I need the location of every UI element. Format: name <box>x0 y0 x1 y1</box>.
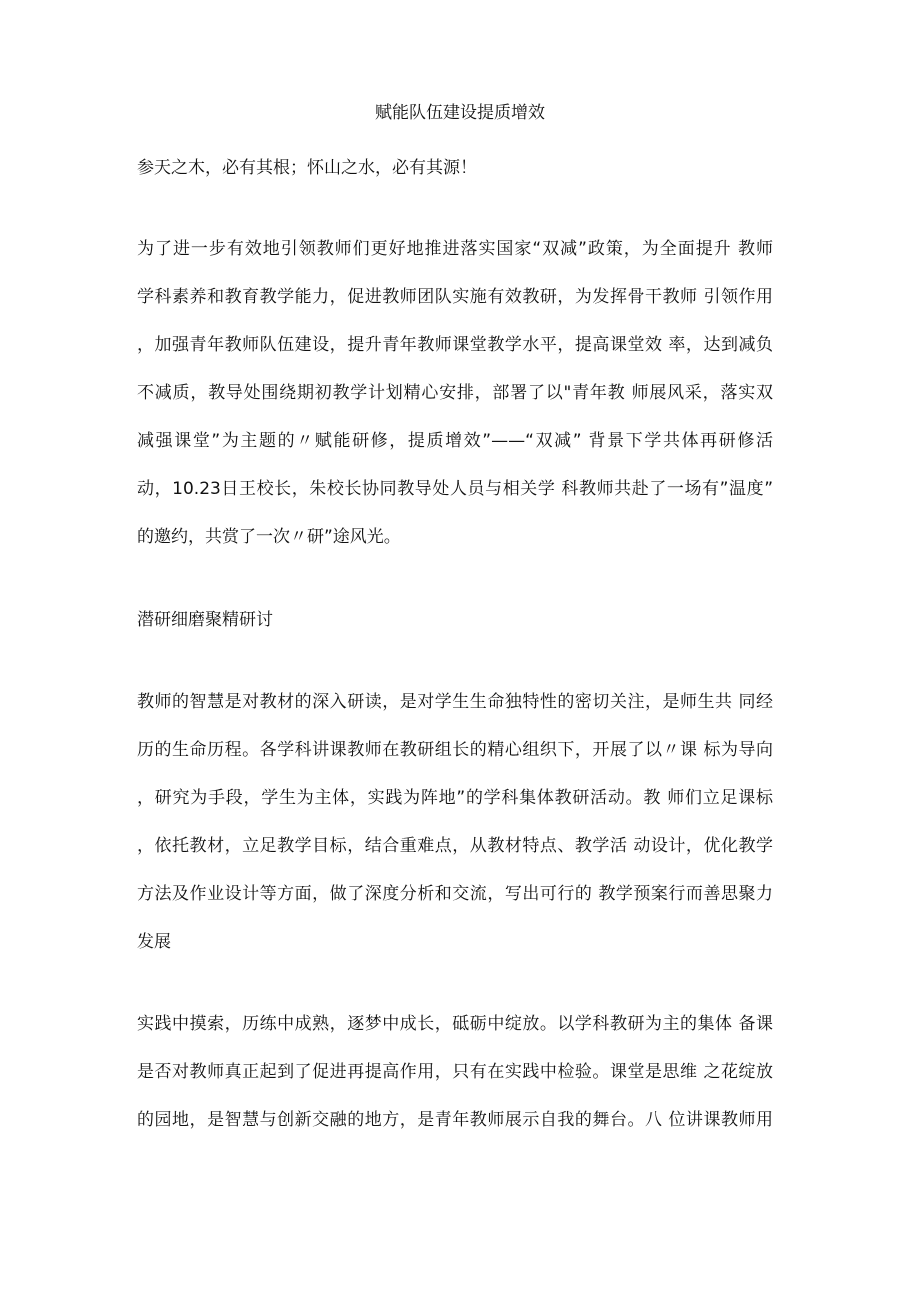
text-line: 的邀约，共赏了一次〃研”途风光。 <box>137 527 401 547</box>
text-line: 不减质，教导处围绕期初教学计划精心安排，部署了以"青年教 师展风采，落实双 <box>137 383 773 403</box>
text-line: 历的生命历程。各学科讲课教师在教研组长的精心组织下，开展了以〃课 标为导向 <box>137 740 773 760</box>
text-line: 是否对教师真正起到了促进再提高作用，只有在实践中检验。课堂是思维 之花绽放 <box>137 1062 773 1082</box>
document-title: 赋能队伍建设提质增效 <box>375 103 545 123</box>
text-line: 减强课堂”为主题的〃赋能研修，提质增效”——“双减” 背景下学共体再研修活 <box>137 431 773 451</box>
text-line: 为了进一步有效地引领教师们更好地推进落实国家“双减”政策，为全面提升 教师 <box>137 239 773 259</box>
tagline: 参天之木，必有其根；怀山之水，必有其源！ <box>137 158 477 178</box>
text-line: ，依托教材，立足教学目标，结合重难点，从教材特点、教学活 动设计，优化教学 <box>137 836 773 856</box>
text-line: 发展 <box>137 932 171 952</box>
text-line: 的园地，是智慧与创新交融的地方，是青年教师展示自我的舞台。八 位讲课教师用 <box>137 1110 773 1130</box>
text-line: ，研究为手段，学生为主体，实践为阵地”的学科集体教研活动。教 师们立足课标 <box>137 788 773 808</box>
text-line: ，加强青年教师队伍建设，提升青年教师课堂教学水平，提高课堂效 率，达到减负 <box>137 335 773 355</box>
text-line: 教师的智慧是对教材的深入研读，是对学生生命独特性的密切关注，是师生共 同经 <box>137 692 773 712</box>
section-heading: 潜研细磨聚精研讨 <box>137 610 273 630</box>
text-line: 学科素养和教育教学能力，促进教师团队实施有效教研，为发挥骨干教师 引领作用 <box>137 287 773 307</box>
text-line: 实践中摸索，历练中成熟，逐梦中成长，砥砺中绽放。以学科教研为主的集体 备课 <box>137 1014 773 1034</box>
text-line: 方法及作业设计等方面，做了深度分析和交流，写出可行的 教学预案行而善思聚力 <box>137 884 773 904</box>
text-line: 动，10.23日王校长，朱校长协同教导处人员与相关学 科教师共赴了一场有”温度” <box>137 479 773 499</box>
